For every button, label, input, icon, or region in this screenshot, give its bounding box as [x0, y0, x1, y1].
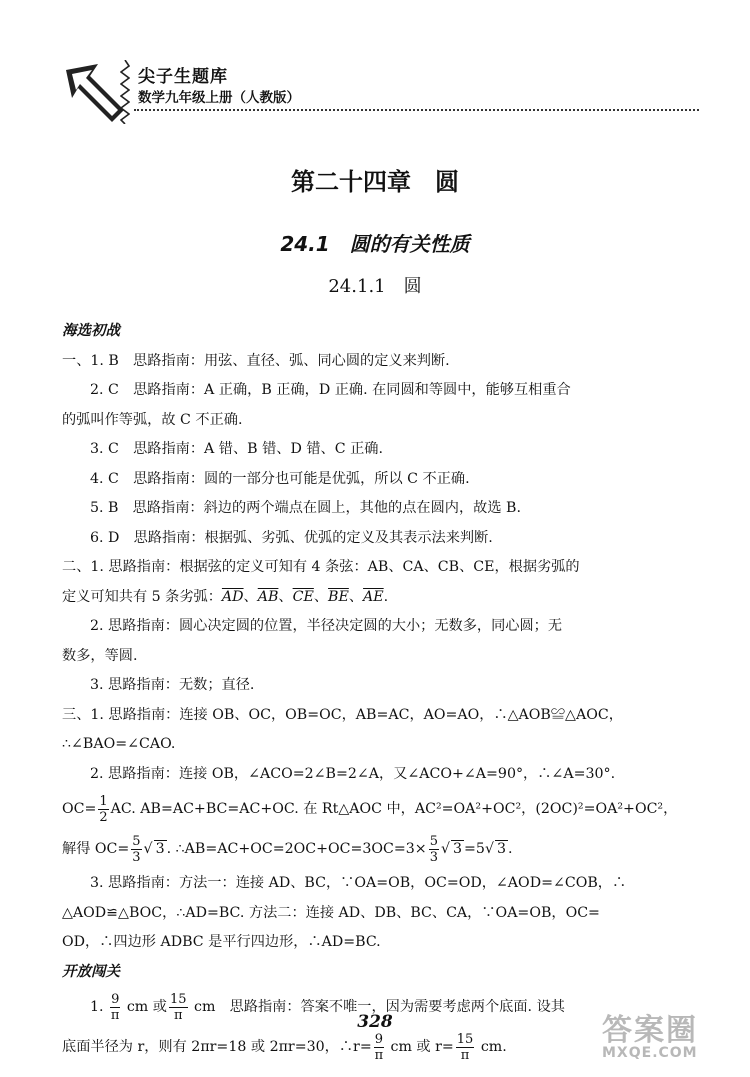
series-title: 尖子生题库	[138, 67, 228, 87]
fraction: $\frac{5}{3}$	[429, 833, 438, 865]
heading-haixuan: 海选初战	[62, 323, 120, 339]
answer-line: 二、1. 思路指南：根据弦的定义可知有 4 条弦：AB、CA、CB、CE，根据劣弧的	[62, 559, 580, 575]
fraction: $\frac{9}{\pi}$	[374, 1031, 384, 1063]
arc-label: $\overline{AD}$	[221, 588, 244, 605]
answer-line: 5. B 思路指南：斜边的两个端点在圆上，其他的点在圆内，故选 B.	[90, 500, 521, 516]
watermark	[602, 1005, 742, 1071]
answer-line: OD，∴四边形 ADBC 是平行四边形，∴AD=BC.	[62, 934, 381, 950]
answer-line-arcs: 定义可知共有 5 条劣弧：$\overline{AD}$、$\overline{AB}$、$\overline{CE}$、$\overline{BE}$、$\overline{AE}$.	[62, 588, 389, 605]
radicand: 3	[453, 841, 463, 857]
answer-line: 三、1. 思路指南：连接 OB、OC，OB=OC，AB=AC，AO=AO，∴△AOB≌△AOC，	[62, 706, 623, 723]
answer-line: 一、1. B 思路指南：用弦、直径、弧、同心圆的定义来判断.	[62, 352, 450, 369]
subsection-title: 24.1.1 圆	[328, 276, 422, 297]
answer-line-fraction: OC= $\frac{1}{2}$ AC. AB=AC+BC=AC+OC. 在 Rt△AOC 中，AC²=OA²+OC²，(2OC)²=OA²+OC²，	[62, 793, 678, 825]
zigzag-divider-icon	[120, 60, 130, 124]
arc-label: $\overline{CE}$	[292, 588, 314, 605]
arrow-logo-icon	[58, 60, 128, 130]
answer-line: 2. C 思路指南：A 正确，B 正确，D 正确. 在同圆和等圆中，能够互相重合	[90, 382, 571, 398]
answer-line-fraction: 1. $\frac{9}{\pi}$ cm 或 $\frac{15}{\pi}$ cm 思路指南：答案不唯一，因为需要考虑两个底面. 设其	[90, 991, 565, 1023]
arc-label: $\overline{AE}$	[363, 588, 384, 605]
answer-line: 3. 思路指南：无数；直径.	[90, 677, 255, 693]
fraction: $\frac{9}{\pi}$	[110, 991, 120, 1023]
answer-line: △AOD≌△BOC，∴AD=BC. 方法二：连接 AD、DB、BC、CA，∵OA=OB，OC=	[62, 904, 600, 921]
answer-line: 的弧叫作等弧，故 C 不正确.	[62, 411, 243, 428]
arc-label: $\overline{AB}$	[257, 588, 279, 605]
fraction: $\frac{15}{\pi}$	[169, 991, 187, 1023]
answer-line: 3. 思路指南：方法一：连接 AD、BC，∵OA=OB，OC=OD，∠AOD=∠COB，∴	[90, 875, 627, 891]
header-dotted-rule	[134, 109, 699, 111]
answer-line: ∴∠BAO=∠CAO.	[62, 736, 176, 752]
arc-label: $\overline{BE}$	[328, 588, 349, 605]
chapter-title: 第二十四章 圆	[291, 168, 459, 196]
answer-line: 6. D 思路指南：根据弧、劣弧、优弧的定义及其表示法来判断.	[90, 529, 493, 546]
radicand: 3	[497, 841, 507, 857]
page-header	[58, 52, 698, 132]
section-title: 24.1 圆的有关性质	[280, 232, 470, 256]
answer-line-fraction: 底面半径为 r，则有 2πr=18 或 2πr=30，∴r= $\frac{9}{\pi}$ cm 或 r= $\frac{15}{\pi}$ cm.	[62, 1031, 507, 1063]
fraction: $\frac{15}{\pi}$	[456, 1031, 474, 1063]
book-subtitle: 数学九年级上册（人教版）	[138, 90, 300, 106]
watermark-logo-text: 答案圈	[602, 1013, 698, 1048]
radicand: 3	[155, 841, 165, 857]
heading-kaifang: 开放闯关	[62, 963, 120, 980]
answer-line-fraction: 解得 OC= $\frac{5}{3}$ √ 3 . ∴AB=AC+OC=2OC+OC=3OC=3× $\frac{5}{3}$ √ 3 =5√ 3 .	[62, 833, 513, 865]
page-number: 328	[357, 1012, 393, 1032]
watermark-url: MXQE.COM	[602, 1045, 698, 1061]
answer-line: 4. C 思路指南：圆的一部分也可能是优弧，所以 C 不正确.	[90, 470, 470, 487]
answer-line: 2. 思路指南：连接 OB，∠ACO=2∠B=2∠A，又∠ACO+∠A=90°，∴∠A=30°.	[90, 765, 616, 782]
answer-line: 数多，等圆.	[62, 647, 138, 664]
fraction: $\frac{5}{3}$	[132, 833, 141, 865]
fraction: $\frac{1}{2}$	[99, 793, 108, 825]
answer-body	[62, 317, 688, 1067]
answer-line: 3. C 思路指南：A 错、B 错、D 错、C 正确.	[90, 441, 383, 457]
arcs-intro: 定义可知共有 5 条劣弧：	[62, 588, 222, 605]
answer-line: 2. 思路指南：圆心决定圆的位置，半径决定圆的大小；无数多，同心圆；无	[90, 618, 563, 634]
